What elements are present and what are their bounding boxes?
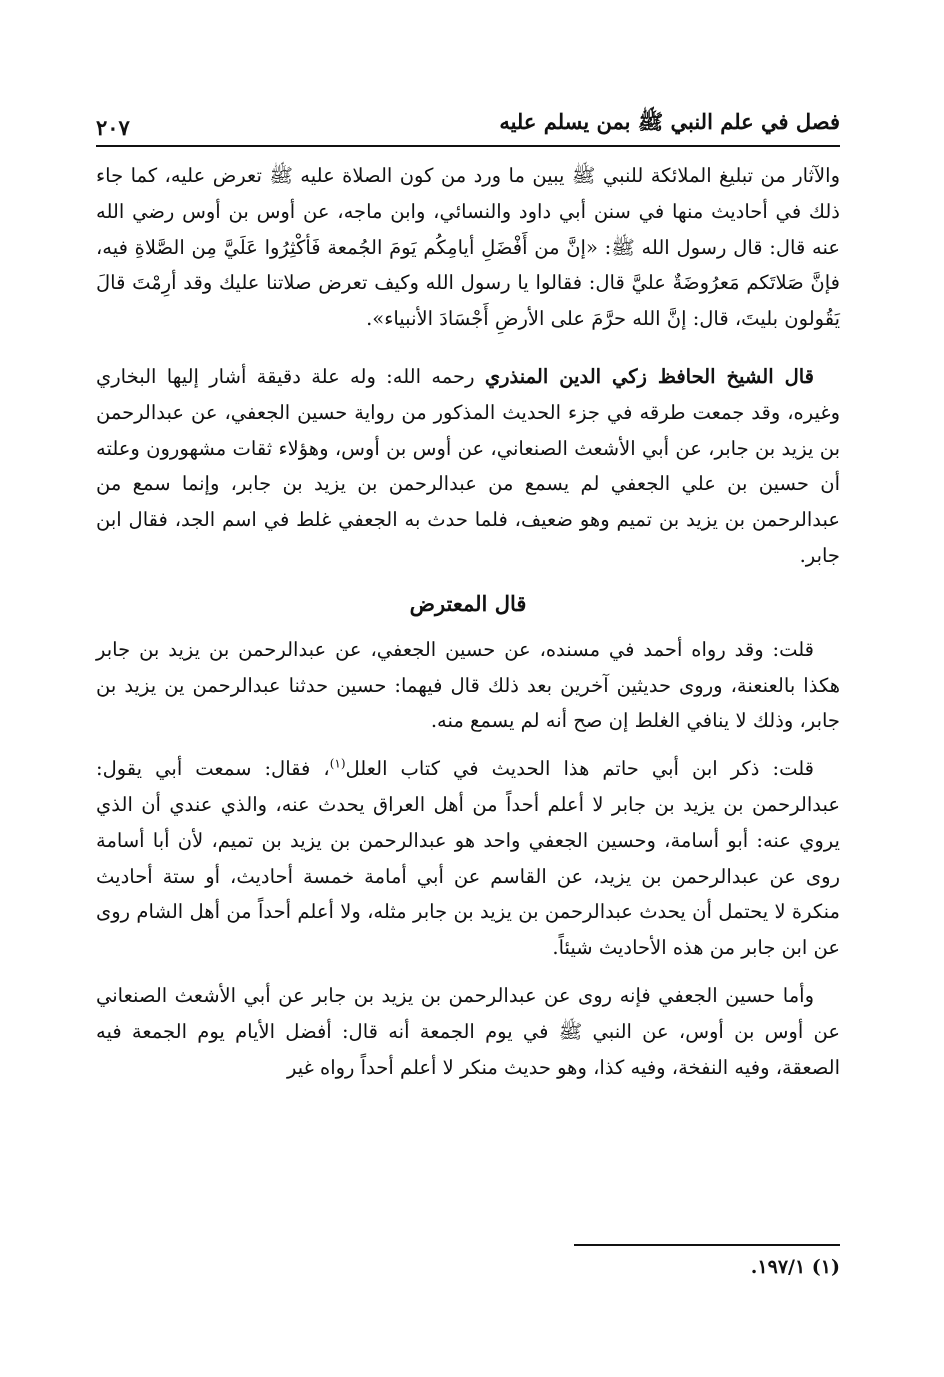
footnote: (١) ١٩٧/١. bbox=[750, 1256, 840, 1278]
paragraph-5: وأما حسين الجعفي فإنه روى عن عبدالرحمن بن يزيد بن جابر عن أبي الأشعث الصنعاني عن أوس بن أوس، عن النبي ﷺ في يوم الجمعة أنه قال: أفضل الأيام يوم الجمعة فيه الصعقة، وفيه النفخة، وفيه كذا، وهو حديث منكر لا أعلم أحداً رواه غير bbox=[96, 983, 840, 1079]
paragraph-4-before: قلت: ذكر ابن أبي حاتم هذا الحديث في كتاب العلل bbox=[345, 757, 814, 781]
running-header bbox=[96, 96, 840, 140]
body-text bbox=[96, 158, 840, 1085]
paragraph-4-after: ، فقال: سمعت أبي يقول: عبدالرحمن بن يزيد بن جابر لا أعلم أحداً من أهل العراق يحدث عنه، والذي عندي أن الذي يروي عنه: أبو أسامة، وحسين الجعفي واحد هو عبدالرحمن بن يزيد بن تميم، لأن أبا أسامة روى عن عبدالرحمن بن يزيد، عن القاسم عن أبي أمامة خمسة أحاديث، أو ستة أحاديث منكرة لا يحتمل أن يحدث عبدالرحمن بن يزيد بن جابر مثله، ولا أعلم أحداً من أهل الشام روى عن ابن جابر من هذه الأحاديث شيئاً. bbox=[96, 757, 840, 960]
header-divider bbox=[96, 145, 840, 147]
paragraph-2 bbox=[96, 359, 840, 574]
paragraph-2-lead: قال الشيخ الحافظ زكي الدين المنذري bbox=[484, 364, 815, 388]
footnote-marker[interactable]: (١) bbox=[329, 756, 346, 771]
paragraph-2-rest: رحمه الله: وله علة دقيقة أشار إليها البخاري وغيره، وقد جمعت طرقه في جزء الحديث المذكور من رواية حسين الجعفي، عن عبدالرحمن بن يزيد بن جابر، عن أبي الأشعث الصنعاني، عن أوس بن أوس، وهؤلاء ثقات مشهورون وعلته أن حسين بن علي الجعفي لم يسمع من عبدالرحمن بن يزيد بن جابر، وإنما سمع من عبدالرحمن بن يزيد بن تميم وهو ضعيف، فلما حدث به الجعفي غلط في اسم الجد، فقال ابن جابر. bbox=[96, 364, 840, 567]
page-number: ٢٠٧ bbox=[96, 115, 130, 140]
section-heading: قال المعترض bbox=[409, 590, 527, 616]
paragraph-3: قلت: وقد رواه أحمد في مسنده، عن حسين الجعفي، عن عبدالرحمن بن يزيد بن جابر هكذا بالعنعنة، وروى حديثين آخرين بعد ذلك قال فيهما: حسين حدثنا عبدالرحمن ين يزيد بن جابر، وذلك لا ينافي الغلط إن صح أنه لم يسمع منه. bbox=[96, 637, 840, 733]
paragraph-1: والآثار من تبليغ الملائكة للنبي ﷺ يبين ما ورد من كون الصلاة عليه ﷺ تعرض عليه، كما جاء ذلك في أحاديث منها في سنن أبي داود والنسائي، وابن ماجه، عن أوس بن أوس رضي الله عنه قال: قال رسول الله ﷺ: «إنَّ من أَفْضَلِ أيامِكُم يَومَ الجُمعة فَأكْثِرُوا عَلَيَّ مِن الصَّلاةِ فيه، فإنَّ صَلاتَكم مَعرُوضَةٌ عليَّ قال: فقالوا يا رسول الله وكيف تعرض صلاتنا عليك وقد أرِمْتَ قالَ يَقُولون بليتَ، قال: إنَّ الله حرَّمَ على الأرضِ أَجْسَادَ الأنبياء». bbox=[96, 164, 840, 331]
paragraph-4 bbox=[96, 751, 840, 966]
footnote-divider bbox=[574, 1244, 840, 1246]
header-title: فصل في علم النبي ﷺ بمن يسلم عليه bbox=[499, 109, 840, 134]
